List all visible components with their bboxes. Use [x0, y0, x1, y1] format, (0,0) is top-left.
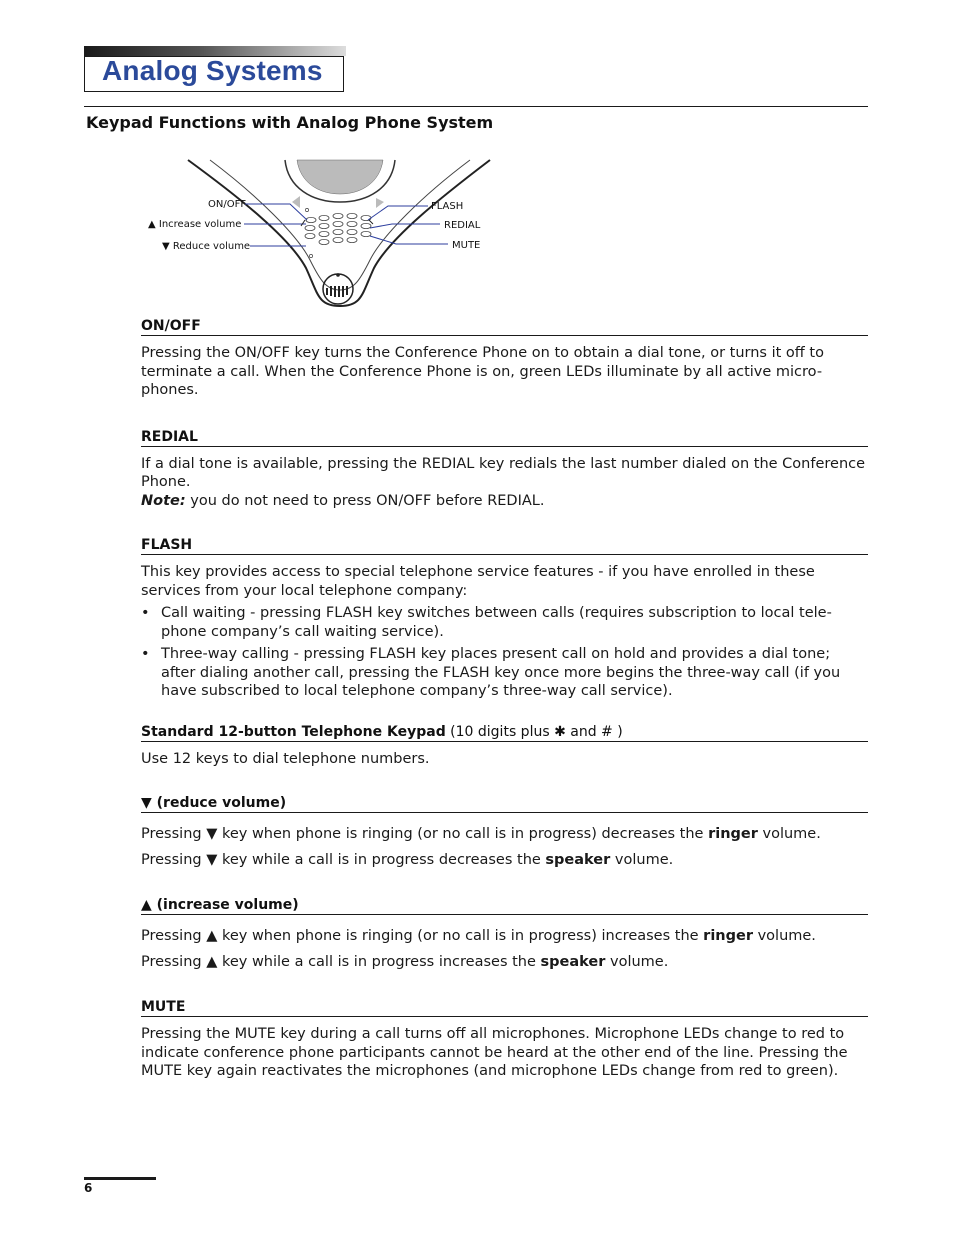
microphone-led	[336, 273, 340, 277]
section-on-off	[141, 318, 868, 400]
led-dot-top	[305, 208, 308, 211]
section-body-redial: If a dial tone is available, pressing the REDIAL key redials the last number dialed on the Conference Phone.	[141, 455, 866, 490]
section-body-keypad: Use 12 keys to dial telephone numbers.	[141, 750, 430, 767]
footer-rule	[84, 1177, 156, 1180]
speaker-grille	[297, 160, 383, 194]
keypad-diagram	[140, 158, 500, 310]
increase-volume-ringer: Pressing ▲ key when phone is ringing (or no call is in progress) increases the ringer volume.	[141, 928, 816, 944]
reduce-volume-speaker: Pressing ▼ key while a call is in progress decreases the speaker volume.	[141, 851, 674, 868]
keypad-buttons	[305, 213, 371, 244]
section-redial	[141, 429, 868, 511]
section-heading-reduce-volume: ▼ (reduce volume)	[141, 795, 868, 813]
increase-volume-speaker: Pressing ▲ key while a call is in progress increases the speaker volume.	[141, 953, 669, 970]
flash-bullet-list	[141, 604, 868, 701]
label-flash: FLASH	[431, 201, 464, 212]
section-increase-volume	[141, 897, 868, 971]
section-body-on-off: Pressing the ON/OFF key turns the Conference Phone on to obtain a dial tone, or turns it off to terminate a call. When the Conference Phone is on, green LEDs illuminate by all active micro-phones.	[141, 345, 824, 398]
section-heading-flash: FLASH	[141, 537, 868, 555]
section-keypad	[141, 724, 868, 769]
section-subtitle: Keypad Functions with Analog Phone System	[86, 113, 494, 132]
callout-lines	[244, 204, 448, 246]
callout-ticks	[301, 220, 373, 226]
section-reduce-volume	[141, 795, 868, 869]
reduce-volume-ringer: Pressing ▼ key when phone is ringing (or no call is in progress) decreases the ringer volume.	[141, 826, 821, 842]
led-dot-bottom	[309, 254, 312, 257]
section-heading-keypad: Standard 12-button Telephone Keypad (10 digits plus ✱ and # )	[141, 724, 868, 742]
keypad-heading-suffix: (10 digits plus ✱ and # )	[445, 723, 623, 740]
note-label: Note:	[141, 492, 186, 509]
label-redial: REDIAL	[444, 220, 481, 231]
list-item: • Three-way calling - pressing FLASH key places present call on hold and provides a dial tone; after dialing another call, pressing the FLASH key once more begins the three-way call (if you have subscribed to local telephone company’s three-way call service).	[141, 646, 841, 699]
bullet-marker: •	[141, 605, 150, 621]
bullet-marker: •	[141, 646, 150, 662]
section-heading-increase-volume: ▲ (increase volume)	[141, 897, 868, 915]
page-number: 6	[84, 1181, 93, 1195]
list-item: • Call waiting - pressing FLASH key switches between calls (requires subscription to local tele-phone company’s call waiting service).	[141, 605, 832, 640]
label-increase-volume: ▲ Increase volume	[148, 219, 242, 230]
section-body-mute: Pressing the MUTE key during a call turns off all microphones. Microphone LEDs change to red to indicate conference phone participants cannot be heard at the other end of the line. Pressing the MUTE key again reactivates the microphones (and microphone LEDs change from red to green).	[141, 1026, 848, 1079]
redial-note	[141, 492, 868, 511]
section-body-flash: This key provides access to special telephone service features - if you have enrolled in these services from your local telephone company:	[141, 564, 815, 599]
section-heading-mute: MUTE	[141, 999, 868, 1017]
content-column	[141, 318, 868, 1081]
label-on-off: ON/OFF	[208, 199, 247, 210]
note-text: you do not need to press ON/OFF before REDIAL.	[185, 492, 545, 509]
label-reduce-volume: ▼ Reduce volume	[162, 241, 251, 252]
section-heading-on-off: ON/OFF	[141, 318, 868, 336]
mic-indicator-left	[292, 196, 300, 208]
label-mute: MUTE	[452, 240, 481, 251]
section-heading-redial: REDIAL	[141, 429, 868, 447]
microphone-slots	[327, 286, 347, 297]
section-flash	[141, 537, 868, 701]
section-mute	[141, 999, 868, 1081]
header-rule	[84, 106, 868, 107]
page-title: Analog Systems	[102, 55, 323, 86]
mic-indicator-right	[376, 198, 384, 208]
